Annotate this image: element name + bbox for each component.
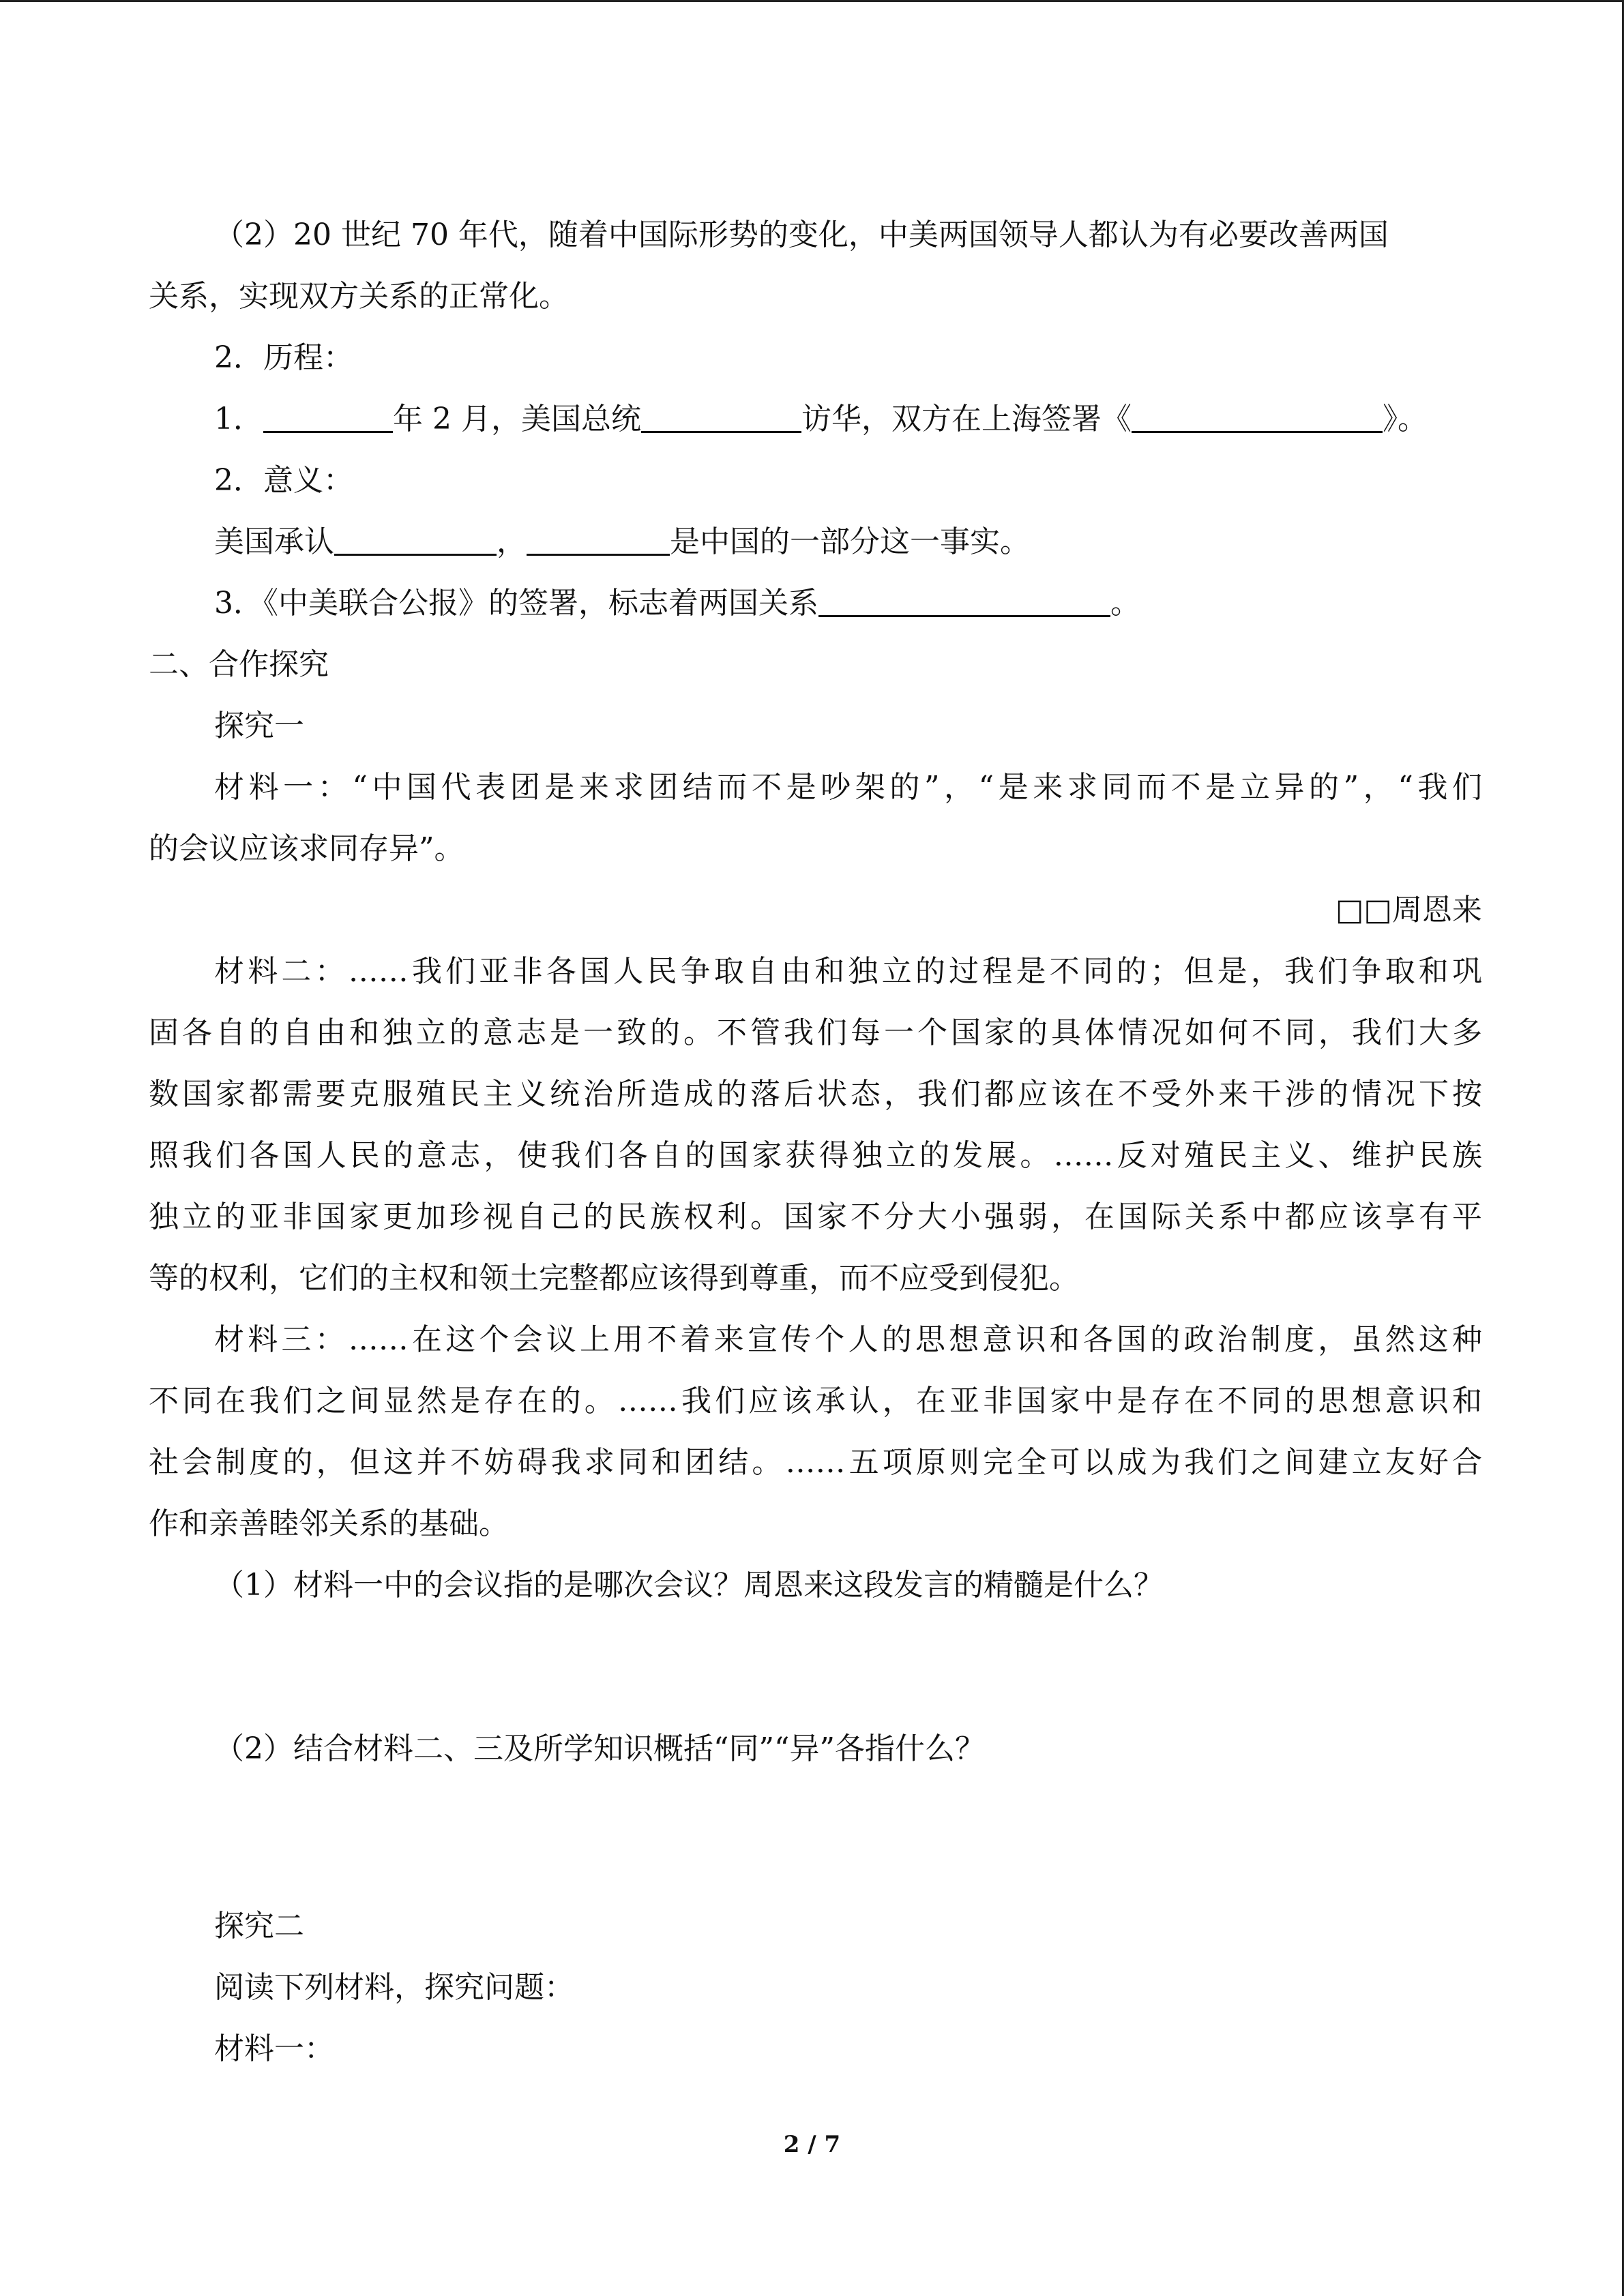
document-body [149,205,1482,2080]
section2-heading: 二、合作探究 [149,647,329,682]
material2-line: 照我们各国人民的意志，使我们各自的国家获得独立的发展。……反对殖民主义、维护民族 [149,1138,1482,1173]
material3-line: 不同在我们之间显然是存在的。……我们应该承认，在亚非国家中是存在不同的思想意识和 [149,1384,1482,1418]
page-border-top [0,0,1624,2]
inquiry1-title: 探究一 [214,709,304,743]
process-line: 1． 年 2 月，美国总统 访华，双方在上海签署《 》。 [149,389,1482,450]
page-number: 2 / 7 [783,2131,841,2158]
material3-line: 作和亲善睦邻关系的基础。 [149,1506,509,1541]
blank-recognition-1[interactable] [334,522,497,556]
item2-line1: （2）20 世纪 70 年代，随着中国际形势的变化，中美两国领导人都认为有必要改善两国 [214,218,1389,252]
meaning-title: 2．意义： [214,463,353,498]
inquiry2-instruction: 阅读下列材料，探究问题： [214,1970,574,2005]
material3-line: 材料三：……在这个会议上用不着来宣传个人的思想意识和各国的政治制度，虽然这种 [214,1322,1482,1357]
blank-president[interactable] [641,400,801,433]
meaning-line: 美国承认 ， 是中国的一部分这一事实。 [149,511,1482,573]
material2-line: 数国家都需要克服殖民主义统治所造成的落后状态，我们都应该在不受外来干涉的情况下按 [149,1077,1482,1112]
question1: （1）材料一中的会议指的是哪次会议？周恩来这段发言的精髓是什么？ [214,1568,1164,1602]
process-title: 2．历程： [214,340,353,375]
question2: （2）结合材料二、三及所学知识概括“同”“异”各指什么？ [214,1731,985,1766]
blank-document[interactable] [1132,400,1383,433]
material2-line: 等的权利，它们的主权和领土完整都应该得到尊重，而不应受到侵犯。 [149,1261,1079,1296]
blank-year[interactable] [263,400,393,433]
answer-space-2[interactable] [149,1780,1482,1896]
inquiry2-title: 探究二 [214,1909,304,1943]
answer-space-1[interactable] [149,1616,1482,1718]
blank-recognition-2[interactable] [527,522,670,556]
material2-line: 固各自的自由和独立的意志是一致的。不管我们每一个国家的具体情况如何不同，我们大多 [149,1015,1482,1050]
blank-relations[interactable] [818,584,1110,617]
item2-line2: 关系，实现双方关系的正常化。 [149,279,569,314]
material1-line1: 材料一：“中国代表团是来求团结而不是吵架的”，“是来求同而不是立异的”，“我们 [214,770,1482,805]
inquiry2-material1-label: 材料一： [214,2031,334,2066]
material3-line: 社会制度的，但这并不妨碍我求同和团结。……五项原则完全可以成为我们之间建立友好合 [149,1445,1482,1480]
material2-line: 独立的亚非国家更加珍视自己的民族权利。国家不分大小强弱，在国际关系中都应该享有平 [149,1199,1482,1234]
material2-line: 材料二：……我们亚非各国人民争取自由和独立的过程是不同的；但是，我们争取和巩 [214,954,1482,989]
attribution: □□周恩来 [1335,893,1482,927]
material1-line2: 的会议应该求同存异”。 [149,831,464,866]
sign-line: 3．《中美联合公报》的签署，标志着两国关系 。 [149,573,1482,634]
